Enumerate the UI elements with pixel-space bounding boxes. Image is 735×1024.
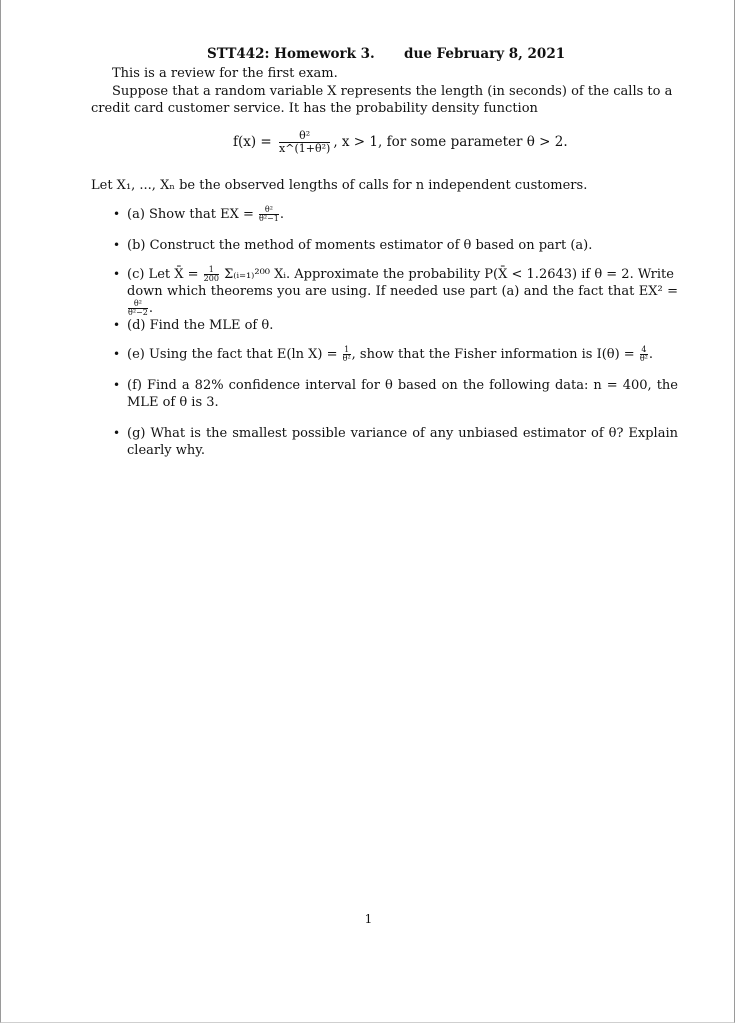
question-b-text: (b) Construct the method of moments estimator of θ based on part (a). [127, 238, 593, 253]
fraction-numerator: 1 [344, 345, 350, 354]
question-c-end: . [148, 301, 153, 316]
question-a-text: (a) Show that EX = [127, 207, 254, 222]
bullet-icon: • [113, 378, 121, 392]
question-e-text-b: , show that the Fisher information is I(θ) = [351, 347, 635, 362]
density-denominator: x^(1+θ²) [279, 142, 331, 155]
question-e-fraction [343, 346, 351, 363]
question-e [113, 346, 678, 363]
bullet-icon: • [113, 238, 121, 252]
question-f-text: (f) Find a 82% confidence interval for θ based on the following data: n = 400, the MLE of θ is 3. [127, 378, 678, 410]
bullet-icon: • [113, 318, 121, 332]
question-e-end: . [648, 347, 654, 362]
density-equation [233, 130, 568, 155]
fraction-numerator: θ² [259, 206, 279, 215]
density-fraction [279, 130, 330, 155]
fraction-numerator: 1 [204, 266, 219, 275]
question-e-fraction-2 [640, 346, 648, 363]
question-c-let: (c) Let X̄ = [127, 267, 199, 282]
question-c [113, 266, 678, 317]
page-number: 1 [364, 912, 373, 926]
fraction-numerator: 4 [641, 345, 647, 354]
bullet-icon: • [113, 207, 121, 221]
intro-line: This is a review for the first exam. [112, 66, 338, 81]
question-a-fraction [259, 206, 279, 223]
fraction-numerator: θ² [128, 300, 148, 309]
question-g-text: (g) What is the smallest possible variance of any unbiased estimator of θ? Explain clearly why. [127, 426, 678, 458]
observed-sample-text: Let X₁, ..., Xₙ be the observed lengths of calls for n independent customers. [91, 178, 588, 193]
question-c-line2: down which theorems you are using. If needed use part (a) and the fact that EX² = [127, 284, 678, 299]
due-date: due February 8, 2021 [404, 46, 566, 62]
homework-title: STT442: Homework 3. [207, 46, 375, 62]
bullet-icon: • [113, 267, 121, 281]
question-c-sum: Σ₍ᵢ₌₁₎²⁰⁰ Xᵢ. Approximate the probability P(X̄ < 1.2643) if θ = 2. Write [224, 267, 674, 282]
question-a-end: . [279, 207, 284, 222]
fraction-denominator: 200 [203, 274, 219, 283]
density-condition: , x > 1, for some parameter θ > 2. [333, 134, 568, 150]
density-numerator: θ² [279, 130, 330, 143]
density-lhs: f(x) = [233, 134, 272, 150]
fraction-denominator: θ²−1 [259, 214, 279, 223]
question-g [113, 425, 678, 459]
bullet-icon: • [113, 426, 121, 440]
fraction-denominator: θ²−2 [128, 308, 148, 317]
question-d [113, 317, 678, 334]
fraction-denominator: θ² [342, 354, 351, 363]
question-c-fraction-2 [128, 300, 148, 317]
bullet-icon: • [113, 347, 121, 361]
question-c-fraction [204, 266, 219, 283]
fraction-denominator: θ² [639, 354, 648, 363]
question-f [113, 377, 678, 411]
question-a [113, 206, 678, 223]
question-d-text: (d) Find the MLE of θ. [127, 318, 274, 333]
problem-statement: Suppose that a random variable X represents the length (in seconds) of the calls to a credit card customer service. It has the probability density function [91, 84, 673, 116]
question-e-text-a: (e) Using the fact that E(ln X) = [127, 347, 338, 362]
question-b [113, 237, 678, 254]
